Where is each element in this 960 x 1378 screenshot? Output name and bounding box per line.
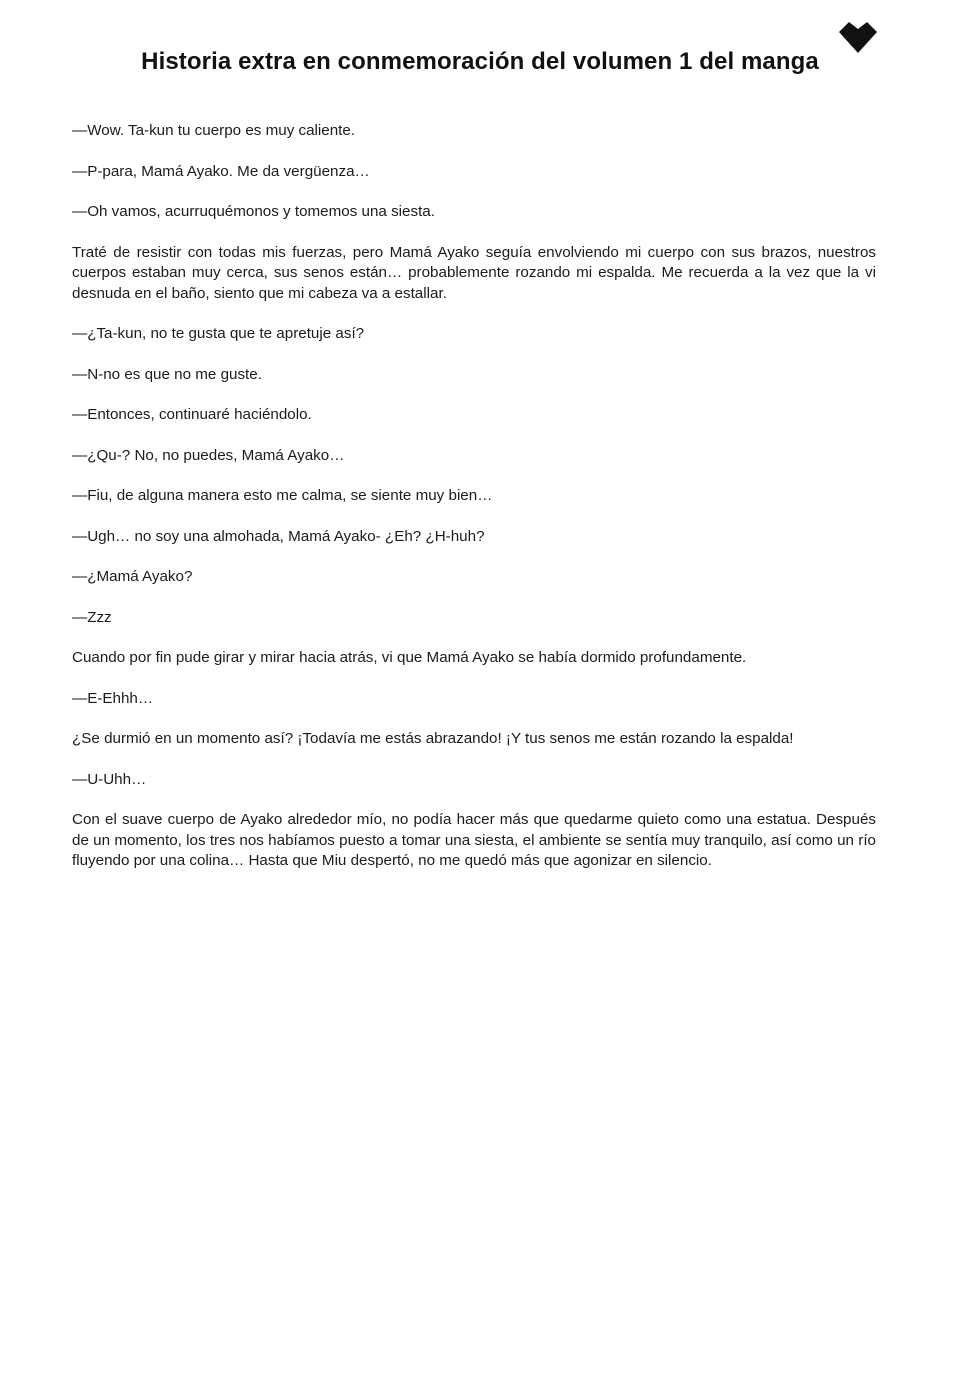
paragraph: Con el suave cuerpo de Ayako alrededor mío, no podía hacer más que quedarme quieto como una estatua. Después de un momento, los tres nos habíamos puesto a tomar una siesta, el ambiente se sentía muy tranquilo, así como un río fluyendo por una colina… Hasta que Miu despertó, no me quedó más que agonizar en silencio.	[72, 811, 876, 869]
paragraph: —Zzz	[72, 608, 112, 626]
paragraph: —Ugh… no soy una almohada, Mamá Ayako- ¿Eh? ¿H-huh?	[72, 527, 485, 545]
paragraph: Traté de resistir con todas mis fuerzas, pero Mamá Ayako seguía envolviendo mi cuerpo con sus brazos, nuestros cuerpos estaban muy cerca, sus senos están… probablemente rozando mi espalda. Me recuerda a la vez que la vi desnuda en el baño, siento que mi cabeza va a estallar.	[72, 243, 876, 302]
paragraph: —¿Qu-? No, no puedes, Mamá Ayako…	[72, 446, 345, 464]
paragraph: —N-no es que no me guste.	[72, 365, 262, 383]
page-title: Historia extra en conmemoración del volumen 1 del manga	[141, 48, 819, 75]
paragraph: —Wow. Ta-kun tu cuerpo es muy caliente.	[72, 122, 356, 139]
paragraph: —Fiu, de alguna manera esto me calma, se siente muy bien…	[72, 487, 493, 504]
paragraph: —P-para, Mamá Ayako. Me da vergüenza…	[72, 162, 370, 180]
paragraph: —U-Uhh…	[72, 770, 147, 788]
paragraph: Cuando por fin pude girar y mirar hacia atrás, vi que Mamá Ayako se había dormido profundamente.	[72, 649, 747, 666]
paragraph: —Entonces, continuaré haciéndolo.	[72, 406, 312, 423]
paragraph: —E-Ehhh…	[72, 689, 154, 707]
paragraph: —¿Mamá Ayako?	[72, 568, 193, 585]
paragraph: —¿Ta-kun, no te gusta que te apretuje así?	[72, 325, 365, 342]
paragraph: ¿Se durmió en un momento así? ¡Todavía me estás abrazando! ¡Y tus senos me están rozando la espalda!	[72, 730, 794, 747]
story-text	[72, 121, 876, 892]
paragraph: —Oh vamos, acurruquémonos y tomemos una siesta.	[72, 203, 435, 220]
